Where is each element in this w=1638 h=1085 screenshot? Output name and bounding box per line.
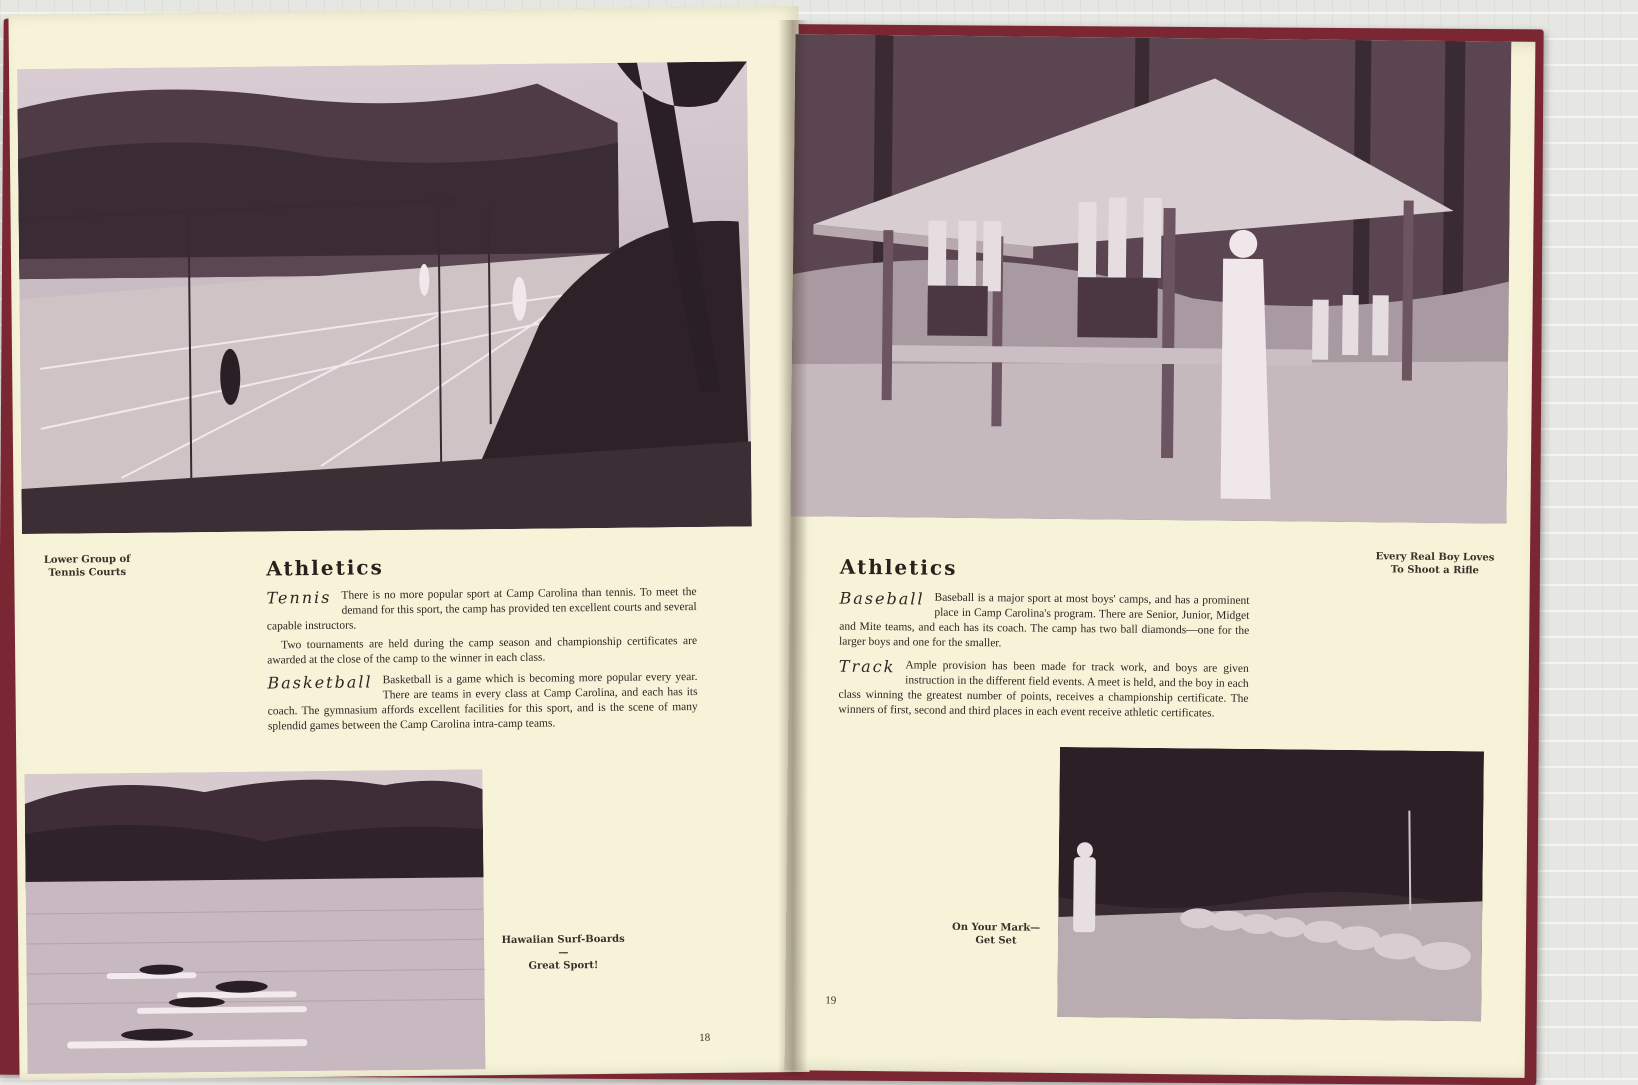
page-number-left: 18 [699,1031,711,1044]
track-caption: On Your Mark— Get Set [951,921,1041,947]
track-title: Track [838,656,896,677]
left-page [8,6,809,1080]
right-body [838,590,1249,726]
surfboards-caption: Hawaiian Surf-Boards— Great Sport! [501,933,625,972]
left-heading: Athletics [266,555,384,581]
surfboards-photo [24,769,485,1074]
left-body [266,585,698,738]
rifle-caption: Every Real Boy Loves To Shoot a Rifle [1375,551,1495,577]
tennis-courts-photo [17,61,752,534]
rifle-range-photo [790,34,1511,523]
track-section [838,658,1249,722]
baseball-title: Baseball [839,588,925,609]
tennis-para: Two tournaments are held during the camp season and championship certificates are awarded at the close of the camp to the winner in each class. [267,634,698,667]
baseball-lead: Baseball is a major sport at most boys' camps, and has a prominent place in Camp Carolina's program. There are Senior, Junior, Midget and Mite teams, and each has its coach. The camp has two ball diamonds—one for the larger boys and one for the smaller. [839,591,1250,650]
baseball-section [839,590,1250,654]
basketball-section [267,670,698,734]
tennis-title: Tennis [266,587,332,608]
right-heading: Athletics [839,554,958,580]
basketball-lead: Basketball is a game which is becoming more popular every year. There are teams in every class at Camp Carolina, and each has its coach. The gymnasium affords excellent facilities for this sport, and is the scene of many splendid games between the Camp Carolina intra-camp teams. [267,670,698,733]
book-gutter [778,20,808,1076]
track-start-photo [1057,747,1484,1021]
page-number-right: 19 [825,994,837,1007]
tennis-lead: There is no more popular sport at Camp Carolina than tennis. To meet the demand for this sport, the camp has provided ten excellent courts and several capable instructors. [266,585,697,633]
right-page [785,34,1536,1078]
basketball-title: Basketball [267,672,373,693]
tennis-section [266,585,696,635]
track-lead: Ample provision has been made for track work, and boys are given instruction in the different field events. A meet is held, and the boy in each class winning the greatest number of points, receives a championship certificate. The winners of first, second and third places in each event receive athletic certificates. [838,659,1249,720]
tennis-caption: Lower Group of Tennis Courts [43,553,131,579]
